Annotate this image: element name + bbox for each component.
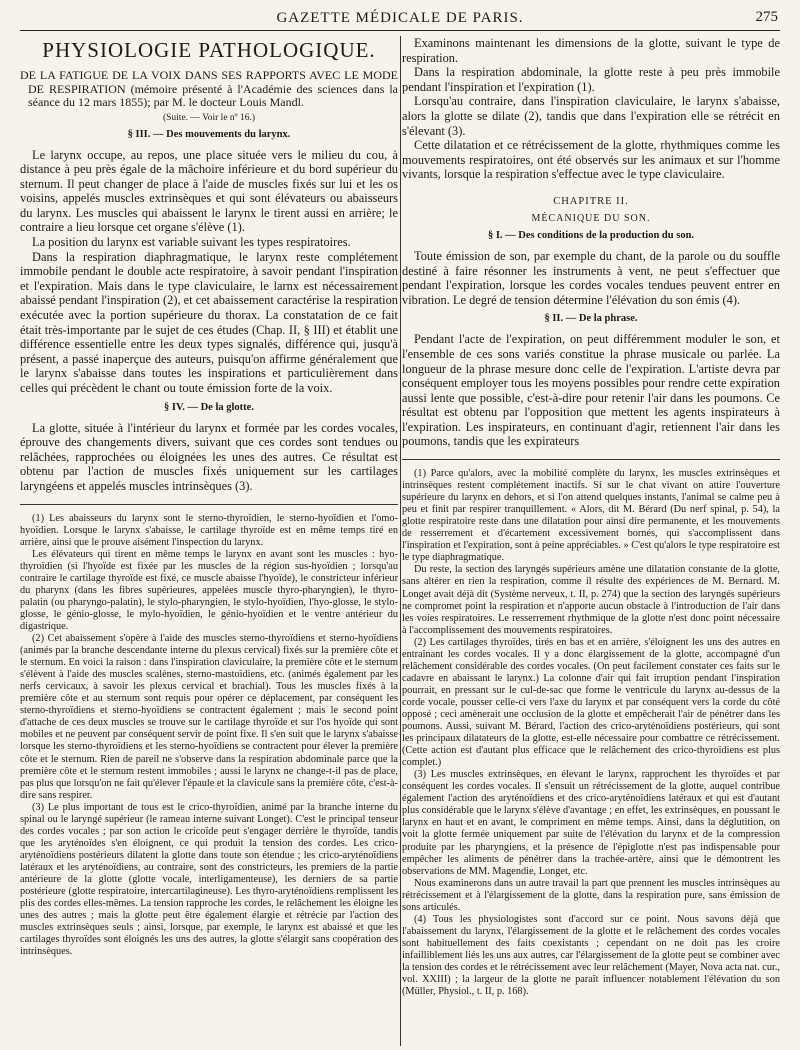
body-c2 <box>402 332 780 449</box>
footnote: (2) Les cartilages thyroïdes, tirés en bas et en arrière, s'éloignent les uns des autres en entraînant les cordes vocales. Il y a donc élargissement de la glotte, accompagné d'un relâchement considérable des cordes vocales. (On peut facilement constater ces faits sur le cadavre en abaissant le larynx.) La colonne d'air qui fait irruption pendant l'inspiration pourrait, en pressant sur le cul-de-sac que forme le ventricule du larynx au-dessus de la corde vocale, pousser celle-ci vers l'axe du larynx et par conséquent vers la corde du côté opposé ; ceci amènerait une occlusion de la glotte et empêcherait l'air de pénétrer dans les poumons. Aussi, suivant M. Bérard, l'action des crico-aryténoïdiens postérieurs, qui sont les principaux dilatateurs de la glotte, est-elle nécessaire pour combattre ce rétrécissement. (Cette action est d'autant plus efficace que le relâchement des crico-thyroïdiens est plus complet.) <box>402 636 780 769</box>
footnote: (1) Parce qu'alors, avec la mobilité complète du larynx, les muscles extrinsèques et intrinsèques restent complétement inactifs. Si sur le chat vivant on attire l'ouverture supérieure du larynx en dehors, et si l'on attend quelques instants, l'animal se calme peu à peu et finit par respirer tranquillement. « Alors, dit M. Bérard (Du nerf spinal, p. 54), la glotte respiratoire reste dans une dilatation pour ainsi dire permanente, et les mouvements de resserrement et d'écartement excessivement bornés, qui s'accomplissent dans l'inspiration et l'expiration, sont à peine appréciables. » C'est qu'alors le type respiratoire est le type diaphragmatique. <box>402 468 780 564</box>
body-s3 <box>20 148 398 396</box>
right-footnotes <box>402 468 780 998</box>
right-column <box>402 36 780 1046</box>
paragraph: Lorsqu'au contraire, dans l'inspiration claviculaire, le larynx s'abaisse, alors la glotte se dilate (2), tandis que dans l'expiration elle se rétrécit en s'élevant (3). <box>402 94 780 138</box>
heading-s3: § III. — Des mouvements du larynx. <box>127 128 291 140</box>
footnote: (1) Les abaisseurs du larynx sont le sterno-thyroïdien, le sterno-hyoïdien et l'omo-hyoïdien. Lorsque le larynx s'abaisse, le cartilage thyroïde est en même temps tiré en arrière, ainsi que le prouve aisément l'inspection du larynx. <box>20 512 398 548</box>
paragraph: La glotte, située à l'intérieur du larynx et formée par les cordes vocales, éprouve des changements divers, suivant que ces cordes sont tendues ou relâchées, rapprochées ou éloignées les unes des autres. Ce résultat est obtenu par l'action de muscles fixés uniquement sur les cartilages laryngéens et appelés muscles intrinsèques (3). <box>20 420 398 493</box>
article-title: DE LA FATIGUE DE LA VOIX DANS SES RAPPORTS AVEC LE MODE DE RESPIRATION (mémoire présenté à l'Académie des sciences dans la séance du 12 mars 1855); par M. le docteur Louis Mandl. <box>20 68 398 109</box>
two-column-body <box>20 36 780 1046</box>
body-s4 <box>20 421 398 494</box>
footnote-divider <box>20 504 398 505</box>
footnote: Les élévateurs qui tirent en même temps le larynx en avant sont les muscles : hyo-thyroïdien (si l'hyoïde est fixée par les muscles de la région sus-hyoïdien ; lorsqu'au contraire le cartilage thyroïde est fixé, ce muscle abaisse l'hyoïde), le constricteur inférieur du pharynx (dans les fibres supérieures, appelées muscle thyro-pharyngien), le thyro-palatin (ou pharyngo-palatin), le stylo-pharyngien, le stylo-hyoïdien, l'hyo-glosse, le stylo-glosse, le génio-glosse, le mylo-hyoïdien, le génio-hyoïdien et le ventre antérieur du digastrique. <box>20 548 398 632</box>
left-column <box>20 36 398 1046</box>
page-number: 275 <box>755 9 778 25</box>
section-title: PHYSIOLOGIE PATHOLOGIQUE. <box>42 38 376 62</box>
left-footnotes <box>20 513 398 959</box>
footnote: (3) Le plus important de tous est le crico-thyroïdien, animé par la branche interne du spinal ou le laryngé supérieur (le rameau interne suivant Longet). C'est le principal tenseur des cordes vocales ; par son action le cricoïde peut s'engager derrière le thyroïde, tandis que les aryténoïdes s'en éloignent, ce qui produit la tension des cordes. Les crico-aryténoïdiens postérieurs dilatent la glotte dans toute son étendue ; les crico-aryténoïdiens latéraux et les aryténoïdiens, au contraire, sont des constricteurs, les premiers de la partie antérieure de la glotte (glotte vocale, interligamenteuse), les derniers de sa partie postérieure (glotte respiratoire, intercartilagineuse). Les thyro-aryténoïdiens remplissent les plis des cordes elles-mêmes. La tension rapproche les cordes, le relâchement les éloigne les unes des autres ; mais la glotte peut être également élargie et rétrécie par l'action des muscles extrinsèques seuls ; ainsi, lorsque, par exemple, le larynx est abaissé et que les cartilages thyroïdes sont éloignés les uns des autres, la glotte s'élargit sans coopération des intrinsèques. <box>20 801 398 958</box>
running-header <box>20 6 780 31</box>
journal-title: GAZETTE MÉDICALE DE PARIS. <box>276 10 524 26</box>
footnote: Nous examinerons dans un autre travail la part que prennent les muscles intrinsèques au rétrécissement et à l'élargissement de la glotte, dans la respiration pure, sans émission de sons articulés. <box>402 877 780 913</box>
continuation-note: (Suite. — Voir le nº 16.) <box>162 112 256 123</box>
heading-s4: § IV. — De la glotte. <box>164 401 254 413</box>
paragraph: Cette dilatation et ce rétrécissement de la glotte, rhythmiques comme les mouvements respiratoires, ont été observés sur les animaux et sur l'homme vivants, lorsque la respiration s'effectue avec le type claviculaire. <box>402 138 780 182</box>
paragraph: Le larynx occupe, au repos, une place située vers le milieu du cou, à distance à peu près égale de la mâchoire inférieure et du bord supérieur du sternum. Il peut changer de place à l'aide de muscles fixés sur lui et les os voisins, appelés muscles extrinsèques et qui sont élévateurs ou abaisseurs du larynx. Les muscles qui abaissent le larynx le tirent aussi en arrière; le contraire a lieu lorsque cet organe s'élève (1). <box>20 147 398 235</box>
chapter-heading: CHAPITRE II. <box>553 195 629 207</box>
heading-c1: § I. — Des conditions de la production du son. <box>487 229 695 241</box>
paragraph: Dans la respiration diaphragmatique, le larynx reste complétement immobile pendant le double acte respiratoire, à savoir pendant l'inspiration et l'expiration. Mais dans le type claviculaire, le larnx est nécessairement abaissé pendant l'inspiration (2), et cet abaissement caractérise la respiration exécutée avec la portion supérieure du thorax. La constatation de ce fait était très-importante par le sujet de ces études (Chap. II, § III) et établit une différence essentielle entre les deux types signalés, différence qui, jusqu'à présent, a passé inaperçue des auteurs, puisqu'on affirme généralement que le larynx s'abaisse dans toutes les inspirations et particulièrement dans celles qui précèdent le chant ou toute émission forte de la voix. <box>20 249 398 395</box>
footnote: (3) Les muscles extrinsèques, en élevant le larynx, rapprochent les thyroïdes et par conséquent les cordes vocales. Il s'ensuit un rétrécissement de la glotte, auquel contribue également l'action des aryténoïdiens et des crico-aryténoïdiens latéraux et qui est d'autant plus considérable que le larynx s'élève d'avantage ; en effet, les extrinsèques, en poussant le larynx en haut et en avant, le compriment en même temps. Ainsi, dans la déglutition, on voit la glotte fermée uniquement par suite de l'élévation du larynx et de la compression produite par les pharyngiens, et la présence de l'épiglotte n'est pas indispensable pour empêcher les aliments de pénétrer dans la trachée-artère, ainsi que le démontrent les observations de MM. Magendie, Longet, etc. <box>402 769 780 877</box>
footnote: (4) Tous les physiologistes sont d'accord sur ce point. Nous savons déjà que l'abaissement du larynx, l'élargissement de la glotte et le relâchement des cordes vocales sont habituellement des faits coexistants ; cependant on ne doit pas les croire infailliblement liés les uns aux autres, car l'élargissement de la glotte peut se combiner avec la tension des cordes et le rétrécissement avec leur relâchement (Mayer, Nova acta nat. cur., vol. XXIII) ; la largeur de la glotte ne paraît influencer notablement l'élévation du son (Müller, Physiol., t. II, p. 168). <box>402 913 780 998</box>
paragraph: Examinons maintenant les dimensions de la glotte, suivant le type de respiration. <box>402 36 780 65</box>
body-glotte-dimensions <box>402 36 780 182</box>
column-rule <box>400 36 401 1046</box>
footnote: (2) Cet abaissement s'opère à l'aide des muscles sterno-thyroïdiens et sterno-hyoïdiens (animés par la branche descendante interne du plexus cervical) fixés sur la première côte et le sternum. En voici la raison : dans l'inspiration claviculaire, la première côte et le sternum s'élèvent à l'aide des muscles scalènes, sterno-mastoïdiens, etc. (animés également par les nerfs cervicaux, à savoir les plexus cervical et brachial). Tous les muscles fixés à la première côte et au sternum sont requis pour opérer ce déplacement, par conséquent les sterno-thyroïdiens et sterno-hyoïdiens se contractent également ; mais le second point d'attache de ces deux muscles se trouve sur le cartilage thyroïde et sur l'os hyoïde qui sont mobiles et ne peuvent par conséquent servir de point fixe. Il s'en suit que le larynx s'abaisse lorsque les sterno-thyroïdiens et les sterno-hyoïdiens se contractent pour élever la première côte et le sternum. Rien de pareil ne s'observe dans la respiration abdominale parce que la première côte et le sternum restent immobiles ; aussi le larynx ne change-t-il pas de place, pas plus que lorsqu'on ne fait qu'élever l'épaule et la clavicule sans la première côte, c'est-à-dire sans respirer. <box>20 633 398 801</box>
paragraph: Toute émission de son, par exemple du chant, de la parole ou du souffle destiné à faire résonner les instruments à vent, ne peut s'effectuer que pendant l'expiration, lorsque les cordes vocales tendues peuvent entrer en vibration. Le degré de tension détermine l'élévation du son émis (4). <box>402 248 780 307</box>
heading-c2: § II. — De la phrase. <box>544 313 638 325</box>
footnote: Du reste, la section des laryngés supérieurs amène une dilatation constante de la glotte, sans altérer en rien la respiration, comme il résulte des expériences de M. Bernard. M. Longet avait déjà dit (Système nerveux, t. II, p. 274) que la section des laryngés supérieurs ne compromet point la respiration et n'apporte aucun obstacle à l'introduction de l'air dans les voies respiratoires. Le resserrement rhythmique de la glotte n'est donc point nécessaire à l'accomplissement des mouvements respiratoires. <box>402 564 780 636</box>
paragraph: La position du larynx est variable suivant les types respiratoires. <box>32 235 351 250</box>
body-c1 <box>402 249 780 307</box>
chapter-subtitle: MÉCANIQUE DU SON. <box>531 212 651 224</box>
paragraph: Dans la respiration abdominale, la glotte reste à peu près immobile pendant l'inspiration et l'expiration (1). <box>402 65 780 94</box>
paragraph: Pendant l'acte de l'expiration, on peut différemment moduler le son, et l'ensemble de ces sons variés constitue la phrase musicale ou parlée. La longueur de la phrase mesure donc celle de l'expiration. L'artiste devra par conséquent employer tous les moyens possibles pour rendre cette expiration aussi lente que possible, c'est-à-dire pour retenir l'air dans les poumons. Ce résultat est obtenu par l'opposition que mettent les agents inspirateurs à l'expiration. Les inspirateurs, en continuant d'agir, retiennent l'air dans les poumons, tandis que les expirateurs <box>402 332 780 449</box>
footnote-divider <box>402 459 780 460</box>
